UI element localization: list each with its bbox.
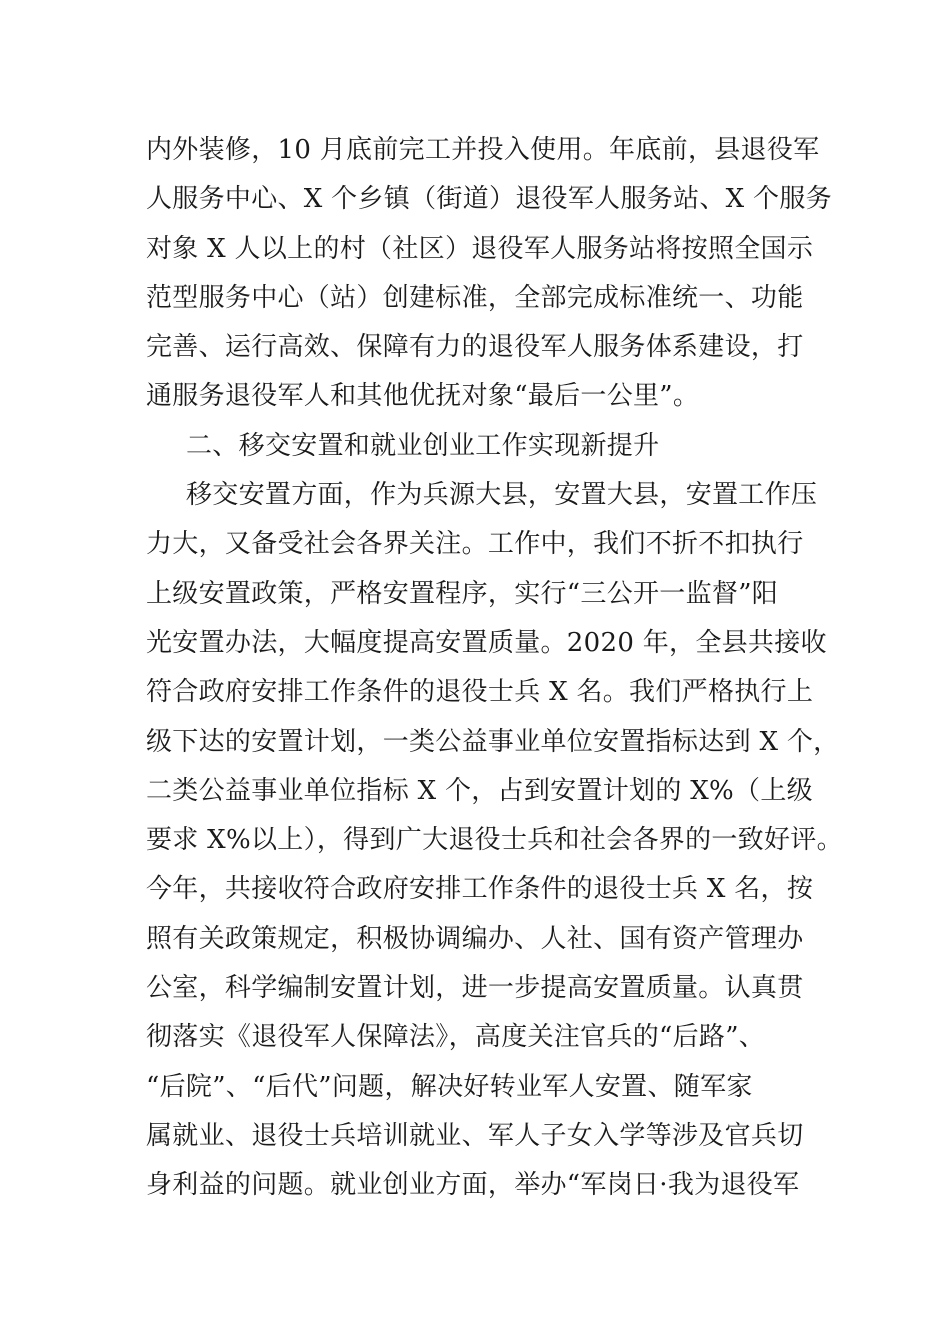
text-line: 今年，共接收符合政府安排工作条件的退役士兵 X 名，按 <box>146 874 814 905</box>
text-line: 属就业、退役士兵培训就业、军人子女入学等涉及官兵切 <box>146 1120 804 1151</box>
text-line: 照有关政策规定，积极协调编办、人社、国有资产管理办 <box>146 923 804 954</box>
text-line: 移交安置方面，作为兵源大县，安置大县，安置工作压 <box>186 480 818 511</box>
text-line: 完善、运行高效、保障有力的退役军人服务体系建设，打 <box>146 332 804 363</box>
text-line: 上级安置政策，严格安置程序，实行“三公开一监督”阳 <box>146 578 779 609</box>
text-line: 对象 X 人以上的村（社区）退役军人服务站将按照全国示 <box>146 233 814 264</box>
body-text <box>146 126 843 1211</box>
text-line: 符合政府安排工作条件的退役士兵 X 名。我们严格执行上 <box>146 677 814 708</box>
text-line: 光安置办法，大幅度提高安置质量。2020 年，全县共接收 <box>146 627 827 658</box>
text-line: 二类公益事业单位指标 X 个，占到安置计划的 X%（上级 <box>146 775 813 806</box>
text-line: 要求 X%以上），得到广大退役士兵和社会各界的一致好评。 <box>146 825 843 856</box>
text-line: 力大，又备受社会各界关注。工作中，我们不折不扣执行 <box>146 529 804 560</box>
text-line: 彻落实《退役军人保障法》，高度关注官兵的“后路”、 <box>146 1022 766 1053</box>
text-line: “后院”、“后代”问题，解决好转业军人安置、随军家 <box>146 1071 753 1102</box>
text-line: 公室，科学编制安置计划，进一步提高安置质量。认真贯 <box>146 973 804 1004</box>
text-line: 范型服务中心（站）创建标准，全部完成标准统一、功能 <box>146 282 804 313</box>
section-heading: 二、移交安置和就业创业工作实现新提升 <box>186 430 660 461</box>
text-line: 内外装修，10 月底前完工并投入使用。年底前，县退役军 <box>146 135 820 165</box>
text-line: 身利益的问题。就业创业方面，举办“军岗日·我为退役军 <box>146 1170 800 1201</box>
text-line: 人服务中心、X 个乡镇（街道）退役军人服务站、X 个服务 <box>146 184 832 215</box>
text-line: 级下达的安置计划，一类公益事业单位安置指标达到 X 个， <box>146 726 840 757</box>
text-line: 通服务退役军人和其他优抚对象“最后一公里”。 <box>146 381 700 412</box>
